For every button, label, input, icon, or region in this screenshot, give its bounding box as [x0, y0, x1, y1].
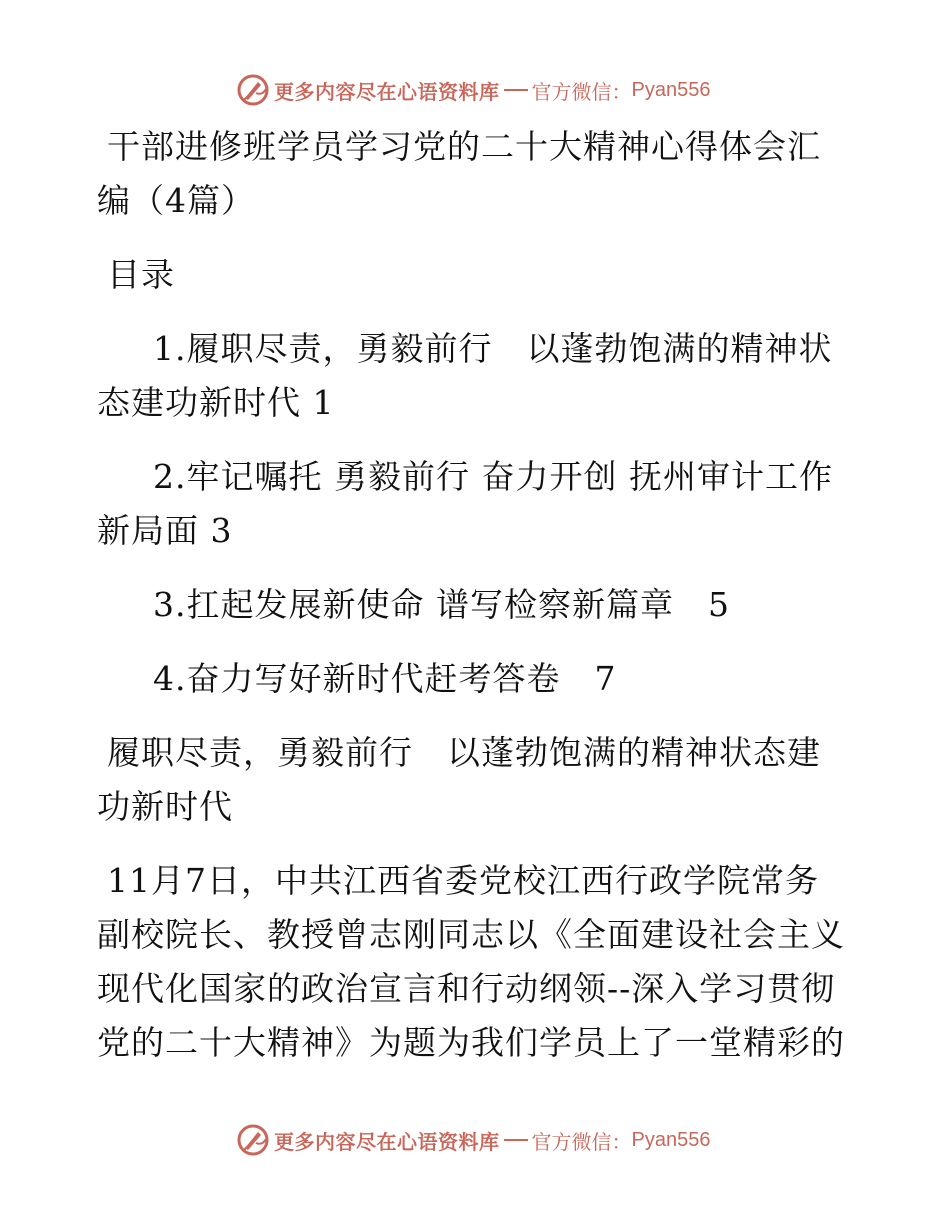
paragraph-line-4: 党的二十大精神》为题为我们学员上了一堂精彩的	[97, 1023, 845, 1062]
toc-item-1-line-1: 1.履职尽责，勇毅前行 以蓬勃饱满的精神状	[153, 329, 833, 368]
document-body	[97, 120, 857, 1070]
toc-item-1-line-2: 态建功新时代 1	[97, 383, 335, 422]
section-title-line-1: 履职尽责，勇毅前行 以蓬勃饱满的精神状态建	[107, 733, 821, 772]
watermark-dash	[504, 1139, 528, 1141]
toc-item-4: 4.奋力写好新时代赶考答卷 7	[153, 659, 617, 698]
document-title-line-2: 编（4篇）	[97, 181, 255, 220]
watermark-wechat-label: 官方微信：	[531, 1129, 632, 1154]
section-title-line-2: 功新时代	[97, 787, 233, 826]
paragraph-line-3: 现代化国家的政治宣言和行动纲领--深入学习贯彻	[97, 969, 836, 1008]
quill-pen-icon	[236, 73, 270, 107]
watermark-handle: Pyan556	[631, 1128, 711, 1151]
toc-item-2-line-1: 2.牢记嘱托 勇毅前行 奋力开创 抚州审计工作	[153, 457, 833, 496]
toc-heading: 目录	[107, 255, 175, 294]
toc-item-2-line-2: 新局面 3	[97, 511, 233, 550]
paragraph-line-2: 副校院长、教授曾志刚同志以《全面建设社会主义	[97, 915, 845, 954]
toc-item-3: 3.扛起发展新使命 谱写检察新篇章 5	[153, 585, 730, 624]
watermark-brand: 更多内容尽在心语资料库	[274, 79, 500, 104]
document-title-line-1: 干部进修班学员学习党的二十大精神心得体会汇	[107, 127, 821, 166]
quill-pen-icon	[236, 1123, 270, 1157]
watermark-handle: Pyan556	[631, 78, 711, 101]
watermark-wechat-label: 官方微信：	[531, 79, 632, 104]
header-watermark	[236, 73, 710, 107]
footer-watermark	[236, 1123, 710, 1157]
watermark-dash	[504, 89, 528, 91]
watermark-brand: 更多内容尽在心语资料库	[274, 1129, 500, 1154]
paragraph-line-1: 11月7日，中共江西省委党校江西行政学院常务	[107, 861, 819, 900]
